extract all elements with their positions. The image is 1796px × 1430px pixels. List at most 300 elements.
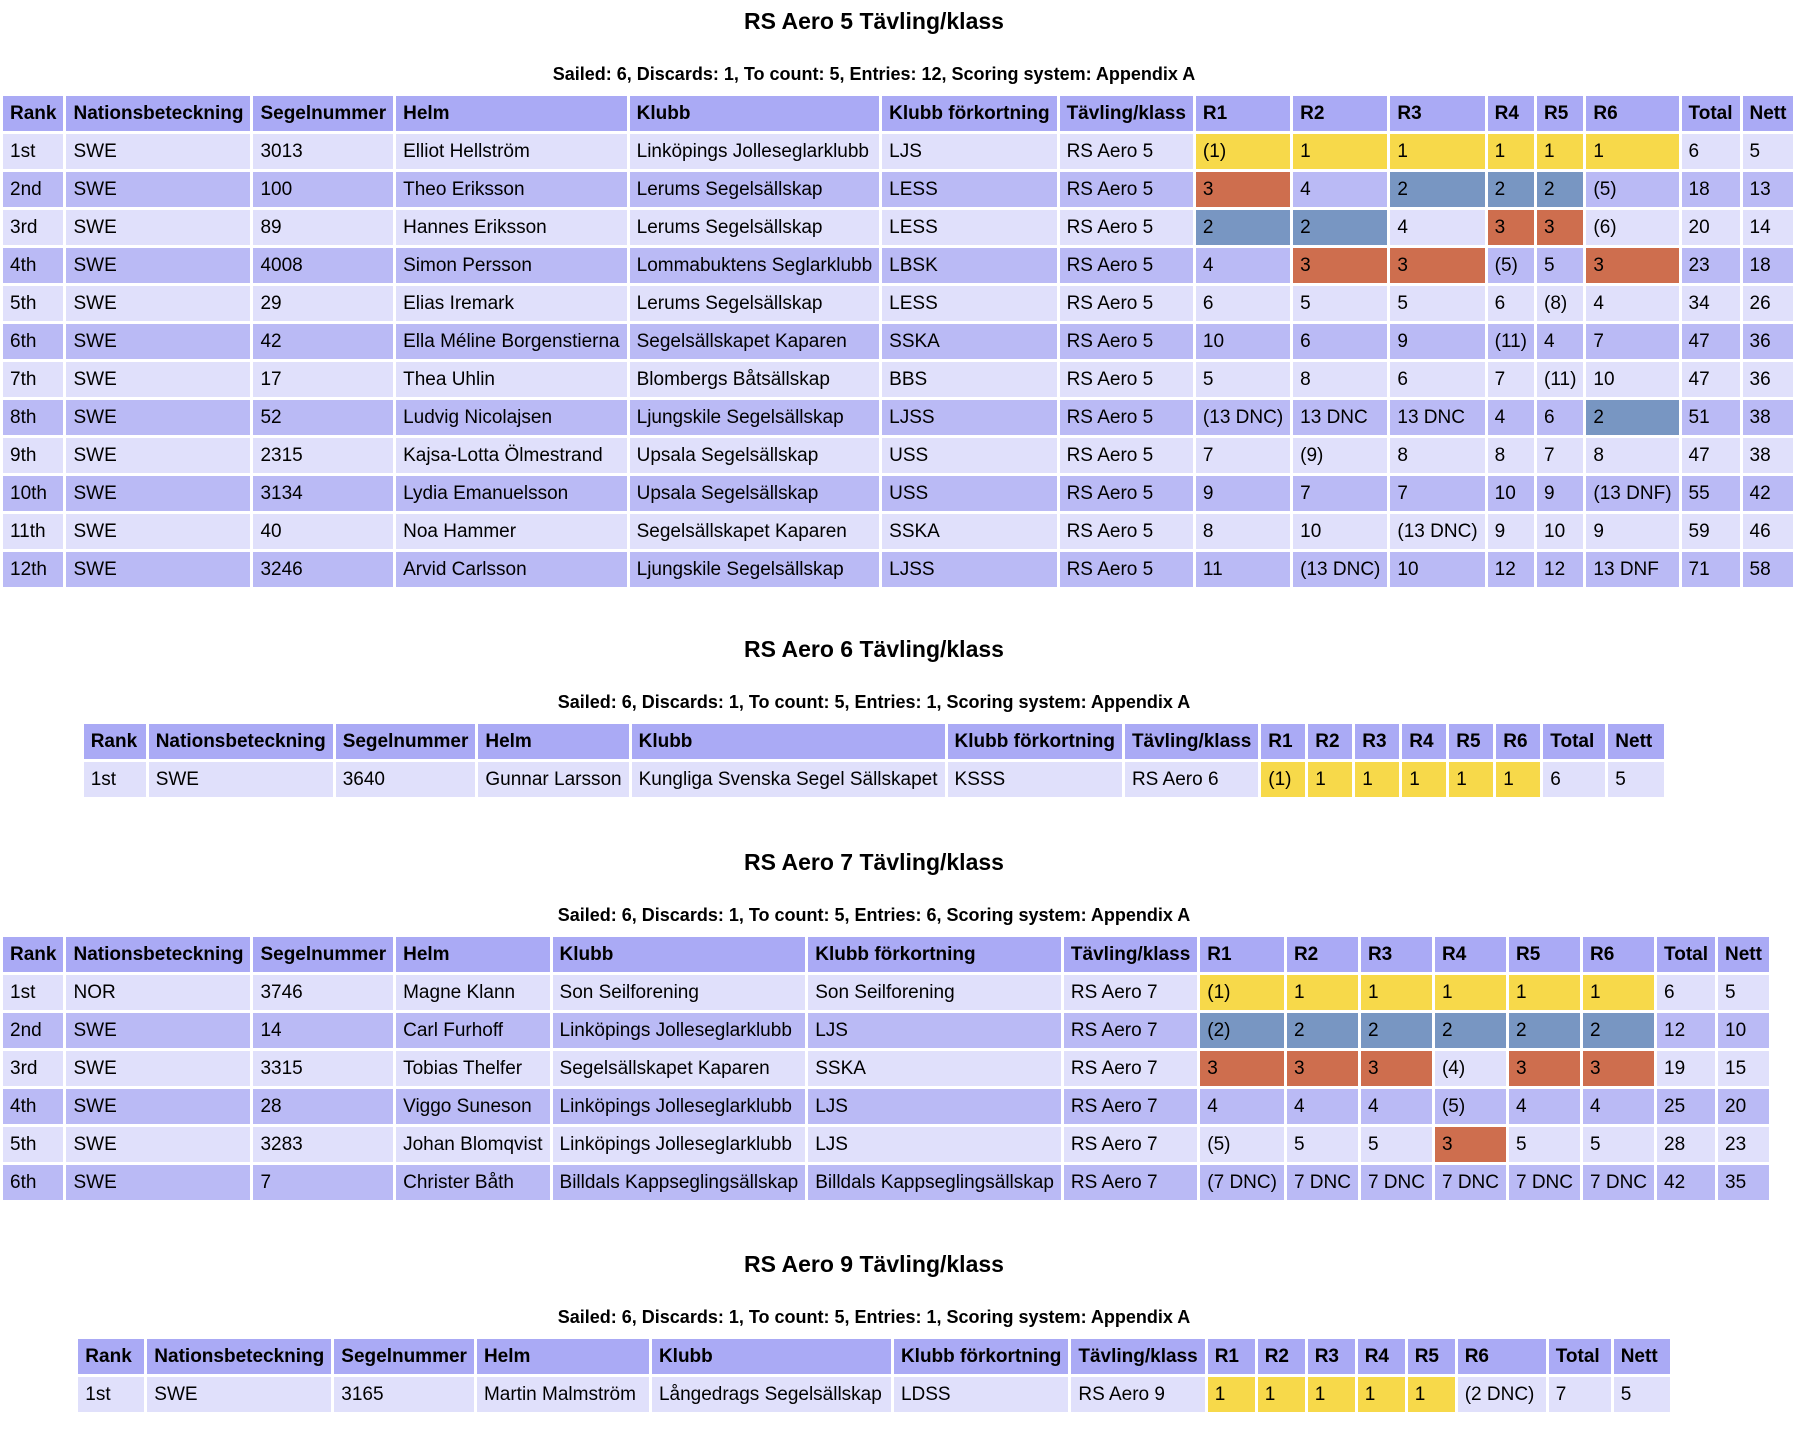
cell-r1: (7 DNC) xyxy=(1200,1165,1284,1200)
cell-nationsbeteckning: SWE xyxy=(66,514,250,549)
cell-segelnummer: 2315 xyxy=(253,438,393,473)
table-row xyxy=(3,975,1769,1010)
column-header-r1: R1 xyxy=(1261,724,1305,759)
cell-r1: 10 xyxy=(1196,324,1290,359)
column-header-rank: Rank xyxy=(3,937,63,972)
cell-rank: 2nd xyxy=(3,172,63,207)
cell-t-vling-klass: RS Aero 5 xyxy=(1060,476,1193,511)
cell-r2: 5 xyxy=(1287,1127,1358,1162)
section-summary: Sailed: 6, Discards: 1, To count: 5, Entries: 12, Scoring system: Appendix A xyxy=(552,64,1196,84)
cell-nett: 18 xyxy=(1743,248,1794,283)
cell-segelnummer: 3165 xyxy=(334,1377,474,1412)
cell-segelnummer: 17 xyxy=(253,362,393,397)
cell-r2: 4 xyxy=(1293,172,1387,207)
column-header-t-vling-klass: Tävling/klass xyxy=(1125,724,1258,759)
cell-klubb: Linköpings Jolleseglarklubb xyxy=(553,1089,806,1124)
cell-r6: 5 xyxy=(1583,1127,1654,1162)
cell-t-vling-klass: RS Aero 7 xyxy=(1064,1051,1197,1086)
table-row xyxy=(3,552,1793,587)
cell-r5: 3 xyxy=(1509,1051,1580,1086)
cell-rank: 5th xyxy=(3,286,63,321)
cell-r6: 9 xyxy=(1586,514,1678,549)
cell-klubb-f-rkortning: Billdals Kappseglingsällskap xyxy=(808,1165,1061,1200)
cell-klubb: Kungliga Svenska Segel Sällskapet xyxy=(632,762,945,797)
cell-klubb: Lerums Segelsällskap xyxy=(630,172,880,207)
cell-klubb-f-rkortning: LJS xyxy=(882,134,1056,169)
cell-klubb-f-rkortning: LJS xyxy=(808,1089,1061,1124)
cell-helm: Noa Hammer xyxy=(396,514,627,549)
cell-r6: (5) xyxy=(1586,172,1678,207)
column-header-r5: R5 xyxy=(1408,1339,1455,1374)
cell-r5: 4 xyxy=(1509,1089,1580,1124)
cell-nett: 35 xyxy=(1718,1165,1769,1200)
results-section xyxy=(0,636,1748,800)
table-row xyxy=(3,1089,1769,1124)
cell-klubb: Ljungskile Segelsällskap xyxy=(630,552,880,587)
cell-klubb: Lerums Segelsällskap xyxy=(630,286,880,321)
table-row xyxy=(3,324,1793,359)
column-header-klubb: Klubb xyxy=(652,1339,891,1374)
cell-rank: 6th xyxy=(3,1165,63,1200)
cell-total: 12 xyxy=(1657,1013,1715,1048)
cell-r1: 11 xyxy=(1196,552,1290,587)
cell-r6: 7 xyxy=(1586,324,1678,359)
cell-r4: 1 xyxy=(1488,134,1534,169)
cell-r6: (2 DNC) xyxy=(1458,1377,1546,1412)
cell-r1: 7 xyxy=(1196,438,1290,473)
cell-r4: 12 xyxy=(1488,552,1534,587)
cell-nett: 36 xyxy=(1743,324,1794,359)
column-header-klubb-f-rkortning: Klubb förkortning xyxy=(948,724,1122,759)
cell-rank: 7th xyxy=(3,362,63,397)
column-header-r6: R6 xyxy=(1496,724,1540,759)
table-row xyxy=(3,172,1793,207)
column-header-nationsbeteckning: Nationsbeteckning xyxy=(149,724,333,759)
cell-klubb: Son Seilforening xyxy=(553,975,806,1010)
cell-nationsbeteckning: SWE xyxy=(66,210,250,245)
column-header-klubb-f-rkortning: Klubb förkortning xyxy=(808,937,1061,972)
cell-r5: 7 DNC xyxy=(1509,1165,1580,1200)
cell-total: 51 xyxy=(1682,400,1740,435)
cell-nett: 36 xyxy=(1743,362,1794,397)
cell-r6: 4 xyxy=(1583,1089,1654,1124)
cell-helm: Martin Malmström xyxy=(477,1377,649,1412)
cell-r1: 3 xyxy=(1196,172,1290,207)
cell-helm: Ella Méline Borgenstierna xyxy=(396,324,627,359)
cell-r2: 1 xyxy=(1293,134,1387,169)
column-header-nett: Nett xyxy=(1743,96,1794,131)
column-header-r3: R3 xyxy=(1390,96,1484,131)
cell-r1: 1 xyxy=(1208,1377,1255,1412)
cell-t-vling-klass: RS Aero 9 xyxy=(1071,1377,1204,1412)
cell-klubb-f-rkortning: SSKA xyxy=(882,324,1056,359)
column-header-klubb: Klubb xyxy=(632,724,945,759)
table-row xyxy=(3,476,1793,511)
section-title: RS Aero 6 Tävling/klass xyxy=(744,636,1004,662)
column-header-nationsbeteckning: Nationsbeteckning xyxy=(66,937,250,972)
cell-helm: Carl Furhoff xyxy=(396,1013,549,1048)
cell-segelnummer: 52 xyxy=(253,400,393,435)
cell-helm: Arvid Carlsson xyxy=(396,552,627,587)
cell-r2: 2 xyxy=(1287,1013,1358,1048)
cell-r5: 12 xyxy=(1537,552,1583,587)
column-header-r4: R4 xyxy=(1488,96,1534,131)
cell-r2: 1 xyxy=(1308,762,1352,797)
cell-total: 55 xyxy=(1682,476,1740,511)
cell-rank: 3rd xyxy=(3,1051,63,1086)
column-header-r6: R6 xyxy=(1586,96,1678,131)
cell-t-vling-klass: RS Aero 5 xyxy=(1060,286,1193,321)
column-header-r1: R1 xyxy=(1208,1339,1255,1374)
cell-nationsbeteckning: SWE xyxy=(66,362,250,397)
cell-segelnummer: 29 xyxy=(253,286,393,321)
cell-helm: Johan Blomqvist xyxy=(396,1127,549,1162)
cell-total: 47 xyxy=(1682,324,1740,359)
results-table xyxy=(0,934,1772,1203)
column-header-nett: Nett xyxy=(1614,1339,1670,1374)
cell-r1: (1) xyxy=(1200,975,1284,1010)
cell-nationsbeteckning: SWE xyxy=(66,1127,250,1162)
table-row xyxy=(3,1051,1769,1086)
cell-total: 23 xyxy=(1682,248,1740,283)
cell-rank: 2nd xyxy=(3,1013,63,1048)
cell-nett: 5 xyxy=(1718,975,1769,1010)
cell-r2: 7 DNC xyxy=(1287,1165,1358,1200)
cell-r2: 7 xyxy=(1293,476,1387,511)
cell-rank: 4th xyxy=(3,1089,63,1124)
cell-rank: 12th xyxy=(3,552,63,587)
table-row xyxy=(3,362,1793,397)
section-summary: Sailed: 6, Discards: 1, To count: 5, Entries: 6, Scoring system: Appendix A xyxy=(557,905,1191,925)
cell-r3: 9 xyxy=(1390,324,1484,359)
cell-klubb-f-rkortning: LESS xyxy=(882,286,1056,321)
cell-klubb-f-rkortning: LJS xyxy=(808,1013,1061,1048)
cell-klubb: Upsala Segelsällskap xyxy=(630,438,880,473)
cell-nationsbeteckning: SWE xyxy=(66,552,250,587)
cell-r3: 4 xyxy=(1390,210,1484,245)
cell-r6: 1 xyxy=(1583,975,1654,1010)
cell-nationsbeteckning: SWE xyxy=(147,1377,331,1412)
column-header-r3: R3 xyxy=(1355,724,1399,759)
cell-t-vling-klass: RS Aero 5 xyxy=(1060,324,1193,359)
cell-nett: 5 xyxy=(1608,762,1664,797)
cell-segelnummer: 3315 xyxy=(253,1051,393,1086)
cell-klubb: Långedrags Segelsällskap xyxy=(652,1377,891,1412)
cell-segelnummer: 7 xyxy=(253,1165,393,1200)
cell-klubb: Segelsällskapet Kaparen xyxy=(630,324,880,359)
cell-helm: Thea Uhlin xyxy=(396,362,627,397)
cell-r4: (5) xyxy=(1488,248,1534,283)
column-header-rank: Rank xyxy=(78,1339,144,1374)
cell-helm: Elias Iremark xyxy=(396,286,627,321)
cell-nationsbeteckning: SWE xyxy=(66,400,250,435)
cell-t-vling-klass: RS Aero 5 xyxy=(1060,438,1193,473)
cell-r5: 1 xyxy=(1537,134,1583,169)
cell-r4: 7 DNC xyxy=(1435,1165,1506,1200)
cell-r1: (2) xyxy=(1200,1013,1284,1048)
cell-rank: 6th xyxy=(3,324,63,359)
cell-rank: 1st xyxy=(3,975,63,1010)
cell-segelnummer: 3013 xyxy=(253,134,393,169)
cell-r5: 4 xyxy=(1537,324,1583,359)
cell-t-vling-klass: RS Aero 5 xyxy=(1060,172,1193,207)
cell-segelnummer: 100 xyxy=(253,172,393,207)
column-header-klubb-f-rkortning: Klubb förkortning xyxy=(882,96,1056,131)
cell-r2: 8 xyxy=(1293,362,1387,397)
column-header-r4: R4 xyxy=(1435,937,1506,972)
cell-r6: 1 xyxy=(1496,762,1540,797)
cell-klubb-f-rkortning: LJS xyxy=(808,1127,1061,1162)
cell-r5: (8) xyxy=(1537,286,1583,321)
cell-r4: 8 xyxy=(1488,438,1534,473)
cell-nett: 46 xyxy=(1743,514,1794,549)
cell-r4: 9 xyxy=(1488,514,1534,549)
results-section xyxy=(0,1251,1748,1415)
cell-r3: 6 xyxy=(1390,362,1484,397)
column-header-segelnummer: Segelnummer xyxy=(253,937,393,972)
cell-r3: 1 xyxy=(1361,975,1432,1010)
cell-r4: 6 xyxy=(1488,286,1534,321)
cell-r3: 8 xyxy=(1390,438,1484,473)
cell-rank: 5th xyxy=(3,1127,63,1162)
cell-nett: 42 xyxy=(1743,476,1794,511)
column-header-r1: R1 xyxy=(1200,937,1284,972)
cell-r5: (11) xyxy=(1537,362,1583,397)
cell-nett: 10 xyxy=(1718,1013,1769,1048)
cell-nett: 38 xyxy=(1743,400,1794,435)
cell-t-vling-klass: RS Aero 5 xyxy=(1060,400,1193,435)
cell-r1: (1) xyxy=(1196,134,1290,169)
cell-klubb-f-rkortning: USS xyxy=(882,438,1056,473)
column-header-segelnummer: Segelnummer xyxy=(336,724,476,759)
cell-r2: 10 xyxy=(1293,514,1387,549)
table-row xyxy=(84,762,1665,797)
cell-total: 59 xyxy=(1682,514,1740,549)
cell-klubb-f-rkortning: SSKA xyxy=(882,514,1056,549)
cell-r6: 8 xyxy=(1586,438,1678,473)
table-row xyxy=(78,1377,1669,1412)
column-header-helm: Helm xyxy=(477,1339,649,1374)
cell-klubb-f-rkortning: SSKA xyxy=(808,1051,1061,1086)
cell-rank: 1st xyxy=(84,762,146,797)
cell-helm: Tobias Thelfer xyxy=(396,1051,549,1086)
cell-r1: 6 xyxy=(1196,286,1290,321)
cell-klubb: Linköpings Jolleseglarklubb xyxy=(630,134,880,169)
cell-klubb: Lerums Segelsällskap xyxy=(630,210,880,245)
column-header-r4: R4 xyxy=(1402,724,1446,759)
results-section xyxy=(0,849,1762,1203)
cell-r5: 2 xyxy=(1509,1013,1580,1048)
cell-segelnummer: 3746 xyxy=(253,975,393,1010)
cell-helm: Kajsa-Lotta Ölmestrand xyxy=(396,438,627,473)
cell-klubb: Blombergs Båtsällskap xyxy=(630,362,880,397)
cell-r2: 1 xyxy=(1287,975,1358,1010)
cell-r4: 1 xyxy=(1402,762,1446,797)
cell-segelnummer: 3640 xyxy=(336,762,476,797)
table-header-row xyxy=(3,96,1793,131)
cell-t-vling-klass: RS Aero 5 xyxy=(1060,134,1193,169)
cell-r1: 9 xyxy=(1196,476,1290,511)
cell-nett: 14 xyxy=(1743,210,1794,245)
column-header-nationsbeteckning: Nationsbeteckning xyxy=(147,1339,331,1374)
column-header-r5: R5 xyxy=(1537,96,1583,131)
results-section xyxy=(0,8,1787,590)
results-table xyxy=(81,721,1668,800)
cell-total: 20 xyxy=(1682,210,1740,245)
cell-r5: 2 xyxy=(1537,172,1583,207)
cell-segelnummer: 14 xyxy=(253,1013,393,1048)
column-header-r6: R6 xyxy=(1583,937,1654,972)
cell-helm: Theo Eriksson xyxy=(396,172,627,207)
cell-r6: 7 DNC xyxy=(1583,1165,1654,1200)
cell-nett: 38 xyxy=(1743,438,1794,473)
cell-nationsbeteckning: SWE xyxy=(66,1089,250,1124)
column-header-r3: R3 xyxy=(1361,937,1432,972)
column-header-segelnummer: Segelnummer xyxy=(334,1339,474,1374)
cell-r3: 3 xyxy=(1390,248,1484,283)
cell-r6: (6) xyxy=(1586,210,1678,245)
cell-r3: 4 xyxy=(1361,1089,1432,1124)
column-header-klubb-f-rkortning: Klubb förkortning xyxy=(894,1339,1068,1374)
cell-rank: 1st xyxy=(78,1377,144,1412)
cell-nett: 13 xyxy=(1743,172,1794,207)
column-header-helm: Helm xyxy=(396,96,627,131)
cell-nationsbeteckning: SWE xyxy=(66,1165,250,1200)
cell-r2: (9) xyxy=(1293,438,1387,473)
cell-t-vling-klass: RS Aero 5 xyxy=(1060,362,1193,397)
cell-nationsbeteckning: SWE xyxy=(66,476,250,511)
cell-segelnummer: 42 xyxy=(253,324,393,359)
cell-t-vling-klass: RS Aero 7 xyxy=(1064,1165,1197,1200)
cell-r3: 7 DNC xyxy=(1361,1165,1432,1200)
cell-r4: 7 xyxy=(1488,362,1534,397)
results-table xyxy=(75,1336,1672,1415)
cell-klubb-f-rkortning: LJSS xyxy=(882,400,1056,435)
cell-t-vling-klass: RS Aero 7 xyxy=(1064,975,1197,1010)
cell-r1: 4 xyxy=(1200,1089,1284,1124)
cell-r4: 1 xyxy=(1358,1377,1405,1412)
cell-nationsbeteckning: SWE xyxy=(66,172,250,207)
cell-total: 34 xyxy=(1682,286,1740,321)
cell-r1: 5 xyxy=(1196,362,1290,397)
cell-r6: 3 xyxy=(1586,248,1678,283)
cell-nett: 58 xyxy=(1743,552,1794,587)
section-summary: Sailed: 6, Discards: 1, To count: 5, Entries: 1, Scoring system: Appendix A xyxy=(557,692,1191,712)
column-header-total: Total xyxy=(1682,96,1740,131)
table-row xyxy=(3,1127,1769,1162)
cell-r6: 13 DNF xyxy=(1586,552,1678,587)
column-header-r2: R2 xyxy=(1308,724,1352,759)
cell-r1: (13 DNC) xyxy=(1196,400,1290,435)
cell-t-vling-klass: RS Aero 7 xyxy=(1064,1013,1197,1048)
cell-r5: 7 xyxy=(1537,438,1583,473)
cell-r6: (13 DNF) xyxy=(1586,476,1678,511)
cell-r2: 4 xyxy=(1287,1089,1358,1124)
cell-r6: 10 xyxy=(1586,362,1678,397)
cell-nationsbeteckning: SWE xyxy=(66,286,250,321)
cell-helm: Magne Klann xyxy=(396,975,549,1010)
column-header-rank: Rank xyxy=(84,724,146,759)
column-header-total: Total xyxy=(1657,937,1715,972)
cell-total: 25 xyxy=(1657,1089,1715,1124)
cell-t-vling-klass: RS Aero 6 xyxy=(1125,762,1258,797)
cell-total: 6 xyxy=(1543,762,1605,797)
cell-rank: 1st xyxy=(3,134,63,169)
column-header-rank: Rank xyxy=(3,96,63,131)
column-header-helm: Helm xyxy=(478,724,628,759)
cell-r5: 3 xyxy=(1537,210,1583,245)
cell-helm: Ludvig Nicolajsen xyxy=(396,400,627,435)
cell-nett: 5 xyxy=(1743,134,1794,169)
cell-r2: 1 xyxy=(1258,1377,1305,1412)
table-row xyxy=(3,248,1793,283)
section-summary: Sailed: 6, Discards: 1, To count: 5, Entries: 1, Scoring system: Appendix A xyxy=(557,1307,1191,1327)
cell-r1: (1) xyxy=(1261,762,1305,797)
column-header-nett: Nett xyxy=(1718,937,1769,972)
cell-helm: Christer Båth xyxy=(396,1165,549,1200)
cell-r3: 2 xyxy=(1361,1013,1432,1048)
cell-r5: 9 xyxy=(1537,476,1583,511)
column-header-r2: R2 xyxy=(1293,96,1387,131)
cell-rank: 9th xyxy=(3,438,63,473)
cell-r4: 4 xyxy=(1488,400,1534,435)
cell-rank: 4th xyxy=(3,248,63,283)
cell-helm: Viggo Suneson xyxy=(396,1089,549,1124)
cell-klubb: Ljungskile Segelsällskap xyxy=(630,400,880,435)
cell-rank: 11th xyxy=(3,514,63,549)
cell-total: 6 xyxy=(1657,975,1715,1010)
cell-helm: Elliot Hellström xyxy=(396,134,627,169)
cell-r4: 3 xyxy=(1488,210,1534,245)
column-header-klubb: Klubb xyxy=(630,96,880,131)
cell-nationsbeteckning: SWE xyxy=(66,324,250,359)
cell-r5: 1 xyxy=(1408,1377,1455,1412)
cell-r1: 2 xyxy=(1196,210,1290,245)
cell-r5: 1 xyxy=(1449,762,1493,797)
cell-segelnummer: 28 xyxy=(253,1089,393,1124)
cell-rank: 8th xyxy=(3,400,63,435)
cell-t-vling-klass: RS Aero 5 xyxy=(1060,552,1193,587)
cell-segelnummer: 40 xyxy=(253,514,393,549)
cell-r3: 7 xyxy=(1390,476,1484,511)
cell-klubb-f-rkortning: LDSS xyxy=(894,1377,1068,1412)
table-row xyxy=(3,514,1793,549)
cell-nationsbeteckning: SWE xyxy=(66,1051,250,1086)
cell-total: 7 xyxy=(1549,1377,1611,1412)
cell-r3: 2 xyxy=(1390,172,1484,207)
cell-klubb-f-rkortning: LJSS xyxy=(882,552,1056,587)
column-header-t-vling-klass: Tävling/klass xyxy=(1064,937,1197,972)
cell-r3: 3 xyxy=(1361,1051,1432,1086)
cell-total: 28 xyxy=(1657,1127,1715,1162)
cell-t-vling-klass: RS Aero 7 xyxy=(1064,1089,1197,1124)
cell-helm: Hannes Eriksson xyxy=(396,210,627,245)
cell-rank: 10th xyxy=(3,476,63,511)
table-header-row xyxy=(78,1339,1669,1374)
section-title: RS Aero 5 Tävling/klass xyxy=(744,8,1004,34)
column-header-r5: R5 xyxy=(1449,724,1493,759)
cell-klubb: Upsala Segelsällskap xyxy=(630,476,880,511)
cell-klubb-f-rkortning: LBSK xyxy=(882,248,1056,283)
column-header-nationsbeteckning: Nationsbeteckning xyxy=(66,96,250,131)
cell-klubb: Linköpings Jolleseglarklubb xyxy=(553,1013,806,1048)
section-title: RS Aero 7 Tävling/klass xyxy=(744,849,1004,875)
table-row xyxy=(3,286,1793,321)
cell-t-vling-klass: RS Aero 7 xyxy=(1064,1127,1197,1162)
table-header-row xyxy=(3,937,1769,972)
cell-r4: 10 xyxy=(1488,476,1534,511)
column-header-r4: R4 xyxy=(1358,1339,1405,1374)
